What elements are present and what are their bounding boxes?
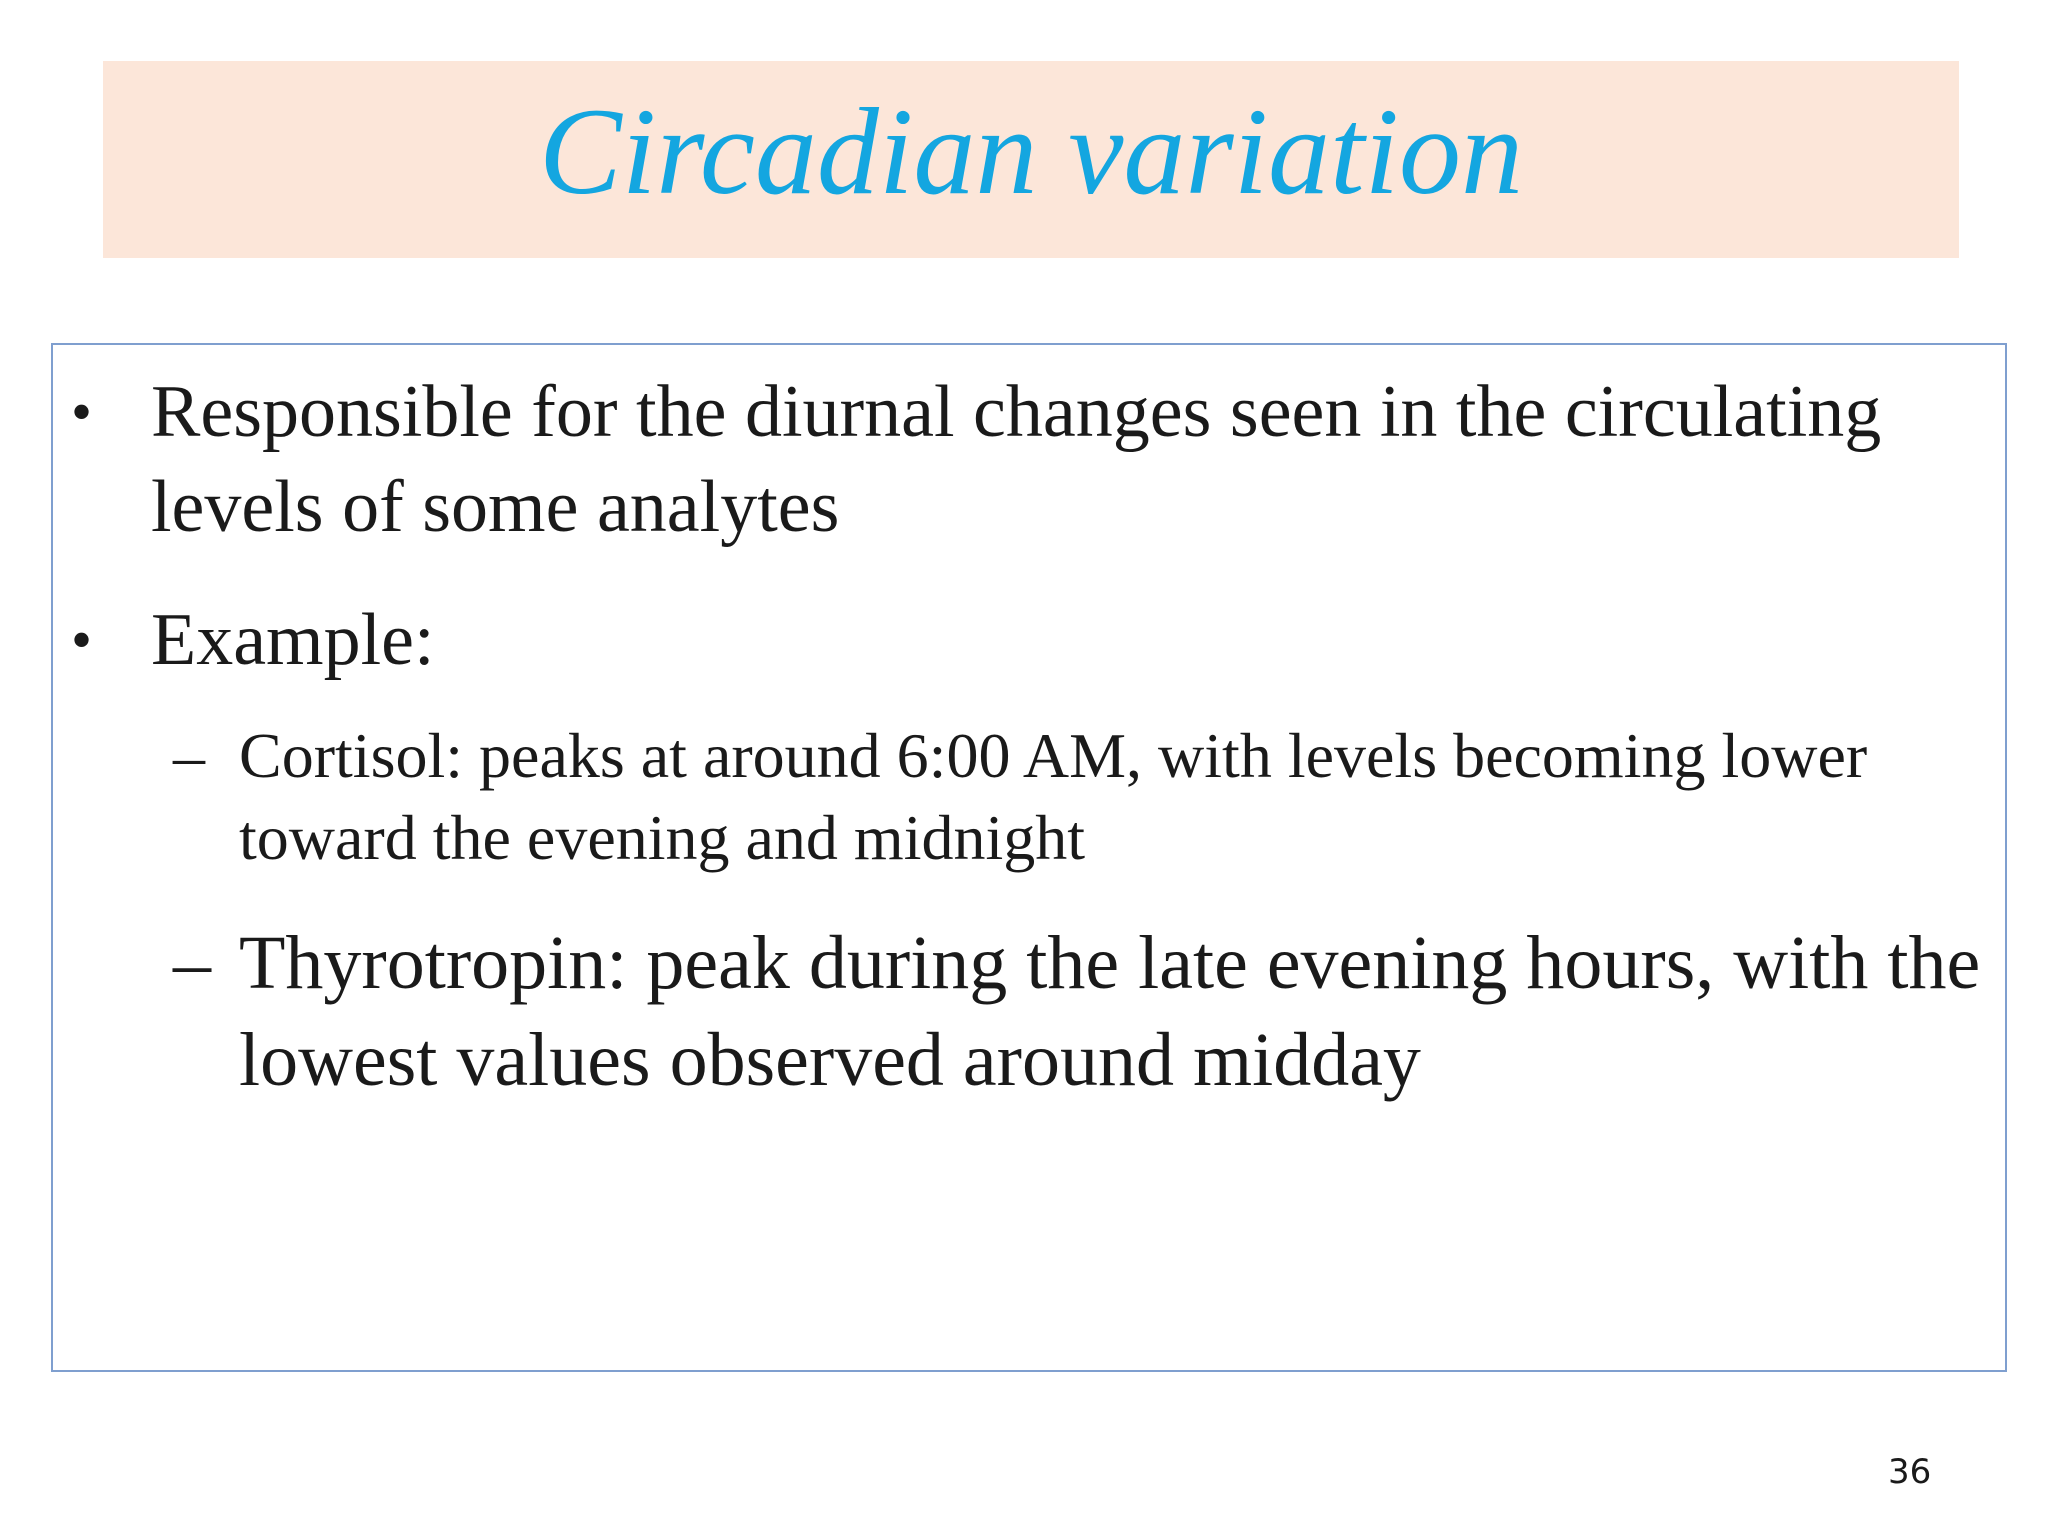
sub-bullet-text: Thyrotropin: peak during the late evening hours, with the lowest values observed around midday [239, 921, 1981, 1102]
sub-bullet-marker: – [173, 720, 205, 791]
content-box [51, 343, 2007, 1372]
bullet-marker: • [71, 379, 93, 445]
slide-title: Circadian variation [539, 82, 1523, 220]
sub-bullet-text: Cortisol: peaks at around 6:00 AM, with levels becoming lower toward the evening and midnight [239, 720, 1868, 873]
title-band [103, 61, 1959, 258]
page-number: 36 [1888, 1452, 1932, 1492]
bullet-marker: • [71, 607, 93, 673]
bullet-text: Responsible for the diurnal changes seen in the circulating levels of some analytes [151, 371, 1882, 548]
bullet-text: Example: [151, 599, 435, 681]
sub-bullet-marker: – [173, 921, 211, 1005]
